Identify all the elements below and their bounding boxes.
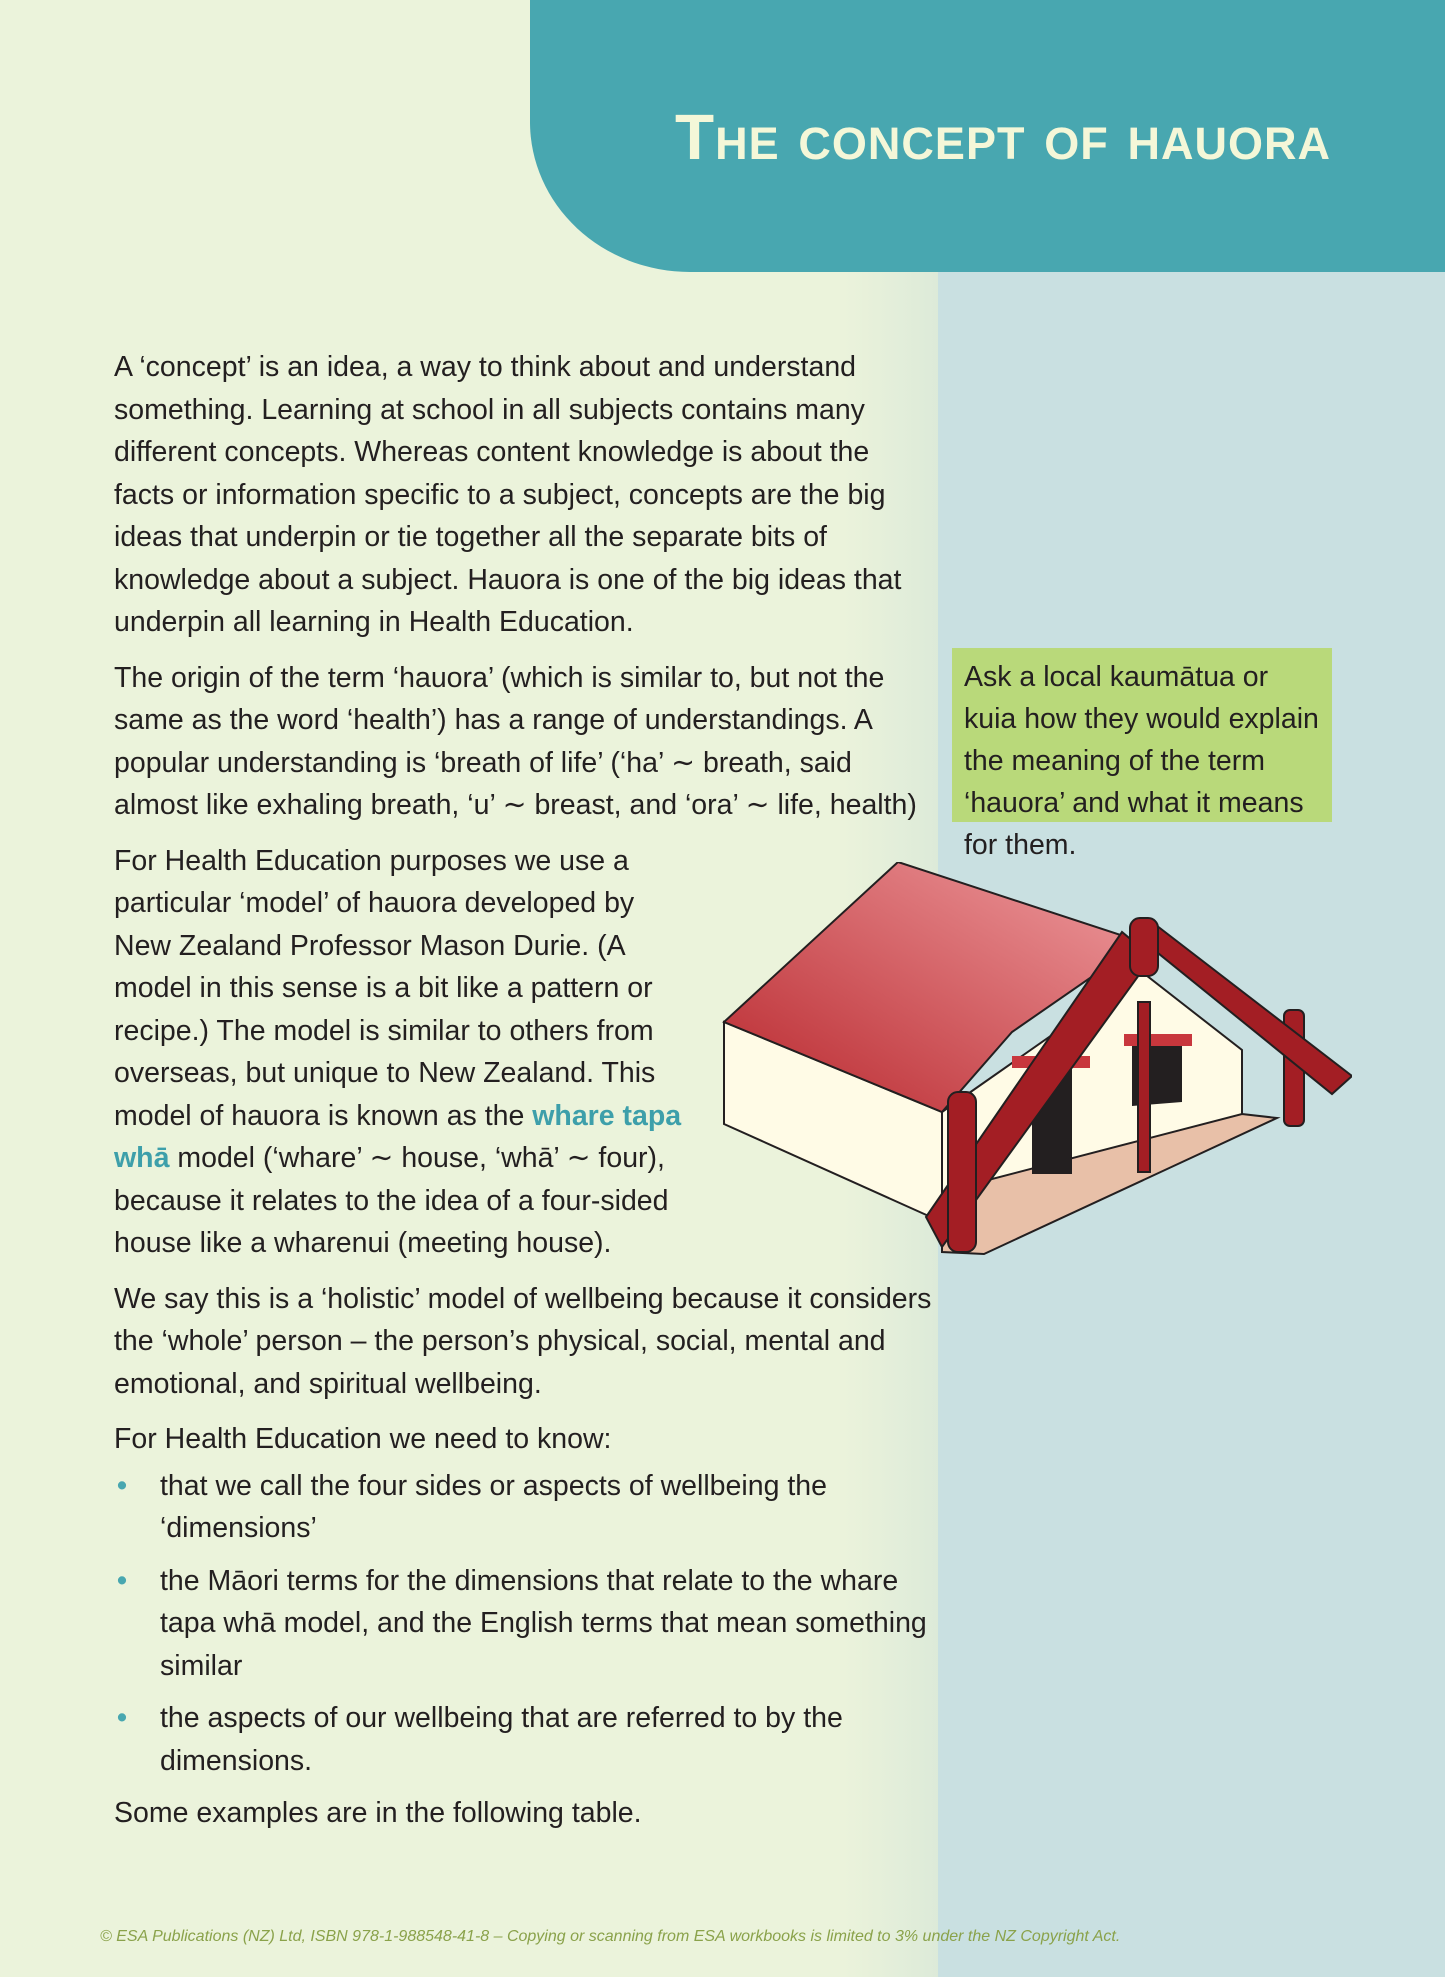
callout-text: Ask a local kaumātua or kuia how they would explain the meaning of the term ‘hauora’ and what it means for them.	[964, 661, 1319, 861]
whare-tapa-wha-term: whare tapa whā	[114, 1099, 682, 1174]
center-post	[1138, 1002, 1150, 1172]
closing-paragraph: Some examples are in the following table.	[114, 1797, 642, 1829]
copyright-footer: © ESA Publications (NZ) Ltd, ISBN 978-1-988548-41-8 – Copying or scanning from ESA workbooks is limited to 3% under the NZ Copyright Act.	[100, 1928, 1121, 1945]
callout-box	[952, 648, 1332, 861]
window-lintel	[1124, 1034, 1192, 1046]
list-item-text: the aspects of our wellbeing that are referred to by the dimensions.	[160, 1702, 843, 1777]
tekoteko	[1130, 918, 1158, 976]
left-post	[948, 1092, 976, 1252]
page-title: The concept of hauora	[675, 101, 1331, 173]
bullet-icon: •	[117, 1702, 127, 1734]
list-item	[114, 1560, 934, 1688]
holistic-paragraph: We say this is a ‘holistic’ model of wellbeing because it considers the ‘whole’ person – the person’s physical, social, mental and emotional, and spiritual wellbeing.	[114, 1282, 932, 1400]
model-paragraph-end: model (‘whare’ ∼ house, ‘whā’ ∼ four), because it relates to the idea of a four-sided house like a wharenui (meeting house).	[114, 1142, 669, 1259]
list-item-text: the Māori terms for the dimensions that relate to the whare tapa whā model, and the English terms that mean something similar	[160, 1564, 927, 1682]
bullet-icon: •	[117, 1564, 127, 1597]
intro-paragraph: A ‘concept’ is an idea, a way to think about and understand something. Learning at school in all subjects contains many different concepts. Whereas content knowledge is about the facts or information specific to a subject, concepts are the big ideas that underpin or tie together all the separate bits of knowledge about a subject. Hauora is one of the big ideas that underpin all learning in Health Education.	[114, 351, 902, 638]
wharenui-icon	[712, 862, 1352, 1262]
list-item	[114, 1697, 934, 1782]
list-item	[114, 1465, 934, 1550]
model-paragraph	[114, 840, 684, 1265]
bullet-icon: •	[117, 1469, 127, 1502]
origin-paragraph: The origin of the term ‘hauora’ (which is similar to, but not the same as the word ‘health’) has a range of understandings. A popular understanding is ‘breath of life’ (‘ha’ ∼ breath, said almost like exhaling breath, ‘u’ ∼ breast, and ‘ora’ ∼ life, health)	[114, 661, 917, 821]
model-paragraph-start: For Health Education purposes we use a particular ‘model’ of hauora developed by New Zealand Professor Mason Durie. (A model in this sense is a bit like a pattern or recipe.) The model is similar to others from overseas, but unique to New Zealand. This model of hauora is known as the	[114, 844, 656, 1132]
list-item-text: that we call the four sides or aspects of wellbeing the ‘dimensions’	[160, 1469, 827, 1544]
need-to-know-heading: For Health Education we need to know:	[114, 1423, 612, 1455]
header-banner	[530, 0, 1445, 272]
